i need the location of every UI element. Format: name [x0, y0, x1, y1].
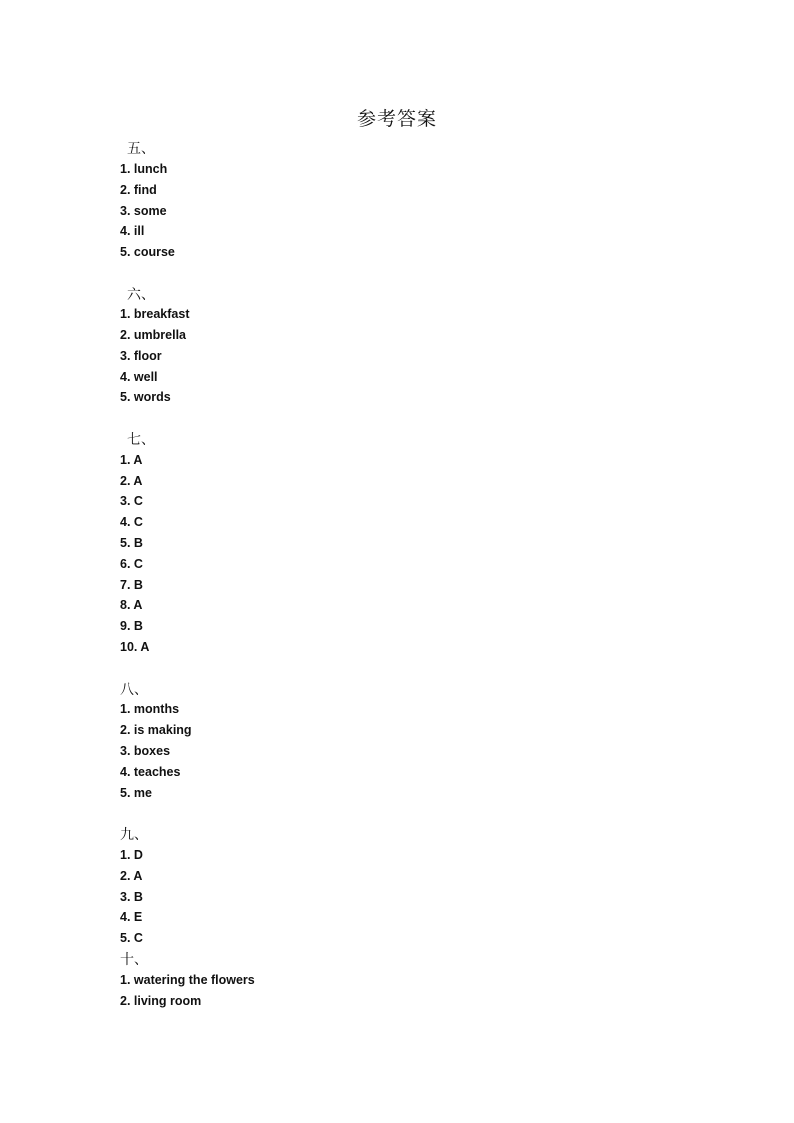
section-heading-7: 七、: [127, 432, 155, 448]
page-title: 参考答案: [356, 108, 437, 130]
answer-item: 4. E: [120, 910, 143, 924]
answer-item: 10. A: [120, 640, 150, 654]
section-heading-9: 九、: [120, 827, 148, 843]
section-heading-8: 八、: [120, 682, 148, 698]
answer-item: 9. B: [120, 619, 143, 633]
answer-item: 2. A: [120, 869, 143, 883]
answer-item: 3. C: [120, 494, 143, 508]
answer-item: 4. C: [120, 515, 143, 529]
answer-item: 5. course: [120, 245, 175, 259]
answer-item: 4. teaches: [120, 765, 181, 779]
answer-item: 1. watering the flowers: [120, 973, 255, 987]
section-heading-5: 五、: [127, 141, 155, 157]
answer-item: 1. breakfast: [120, 307, 190, 321]
answer-item: 1. months: [120, 702, 180, 716]
answer-item: 1. D: [120, 848, 143, 862]
answer-item: 7. B: [120, 578, 143, 592]
answer-item: 6. C: [120, 557, 143, 571]
answer-item: 5. words: [120, 390, 171, 404]
answer-item: 2. is making: [120, 723, 192, 737]
answer-item: 5. me: [120, 786, 152, 800]
answer-item: 3. some: [120, 204, 167, 218]
answer-item: 3. B: [120, 890, 143, 904]
section-heading-10: 十、: [120, 952, 148, 968]
section-heading-6: 六、: [127, 287, 155, 303]
answer-item: 1. lunch: [120, 162, 168, 176]
answer-item: 4. ill: [120, 224, 145, 238]
answer-item: 2. A: [120, 474, 143, 488]
answer-item: 2. find: [120, 183, 157, 197]
answer-item: 2. living room: [120, 994, 202, 1008]
answer-item: 2. umbrella: [120, 328, 186, 342]
answer-item: 3. boxes: [120, 744, 171, 758]
answer-item: 3. floor: [120, 349, 162, 363]
answer-item: 1. A: [120, 453, 143, 467]
answer-item: 5. C: [120, 931, 143, 945]
answer-item: 4. well: [120, 370, 158, 384]
answer-item: 8. A: [120, 598, 143, 612]
answer-item: 5. B: [120, 536, 143, 550]
